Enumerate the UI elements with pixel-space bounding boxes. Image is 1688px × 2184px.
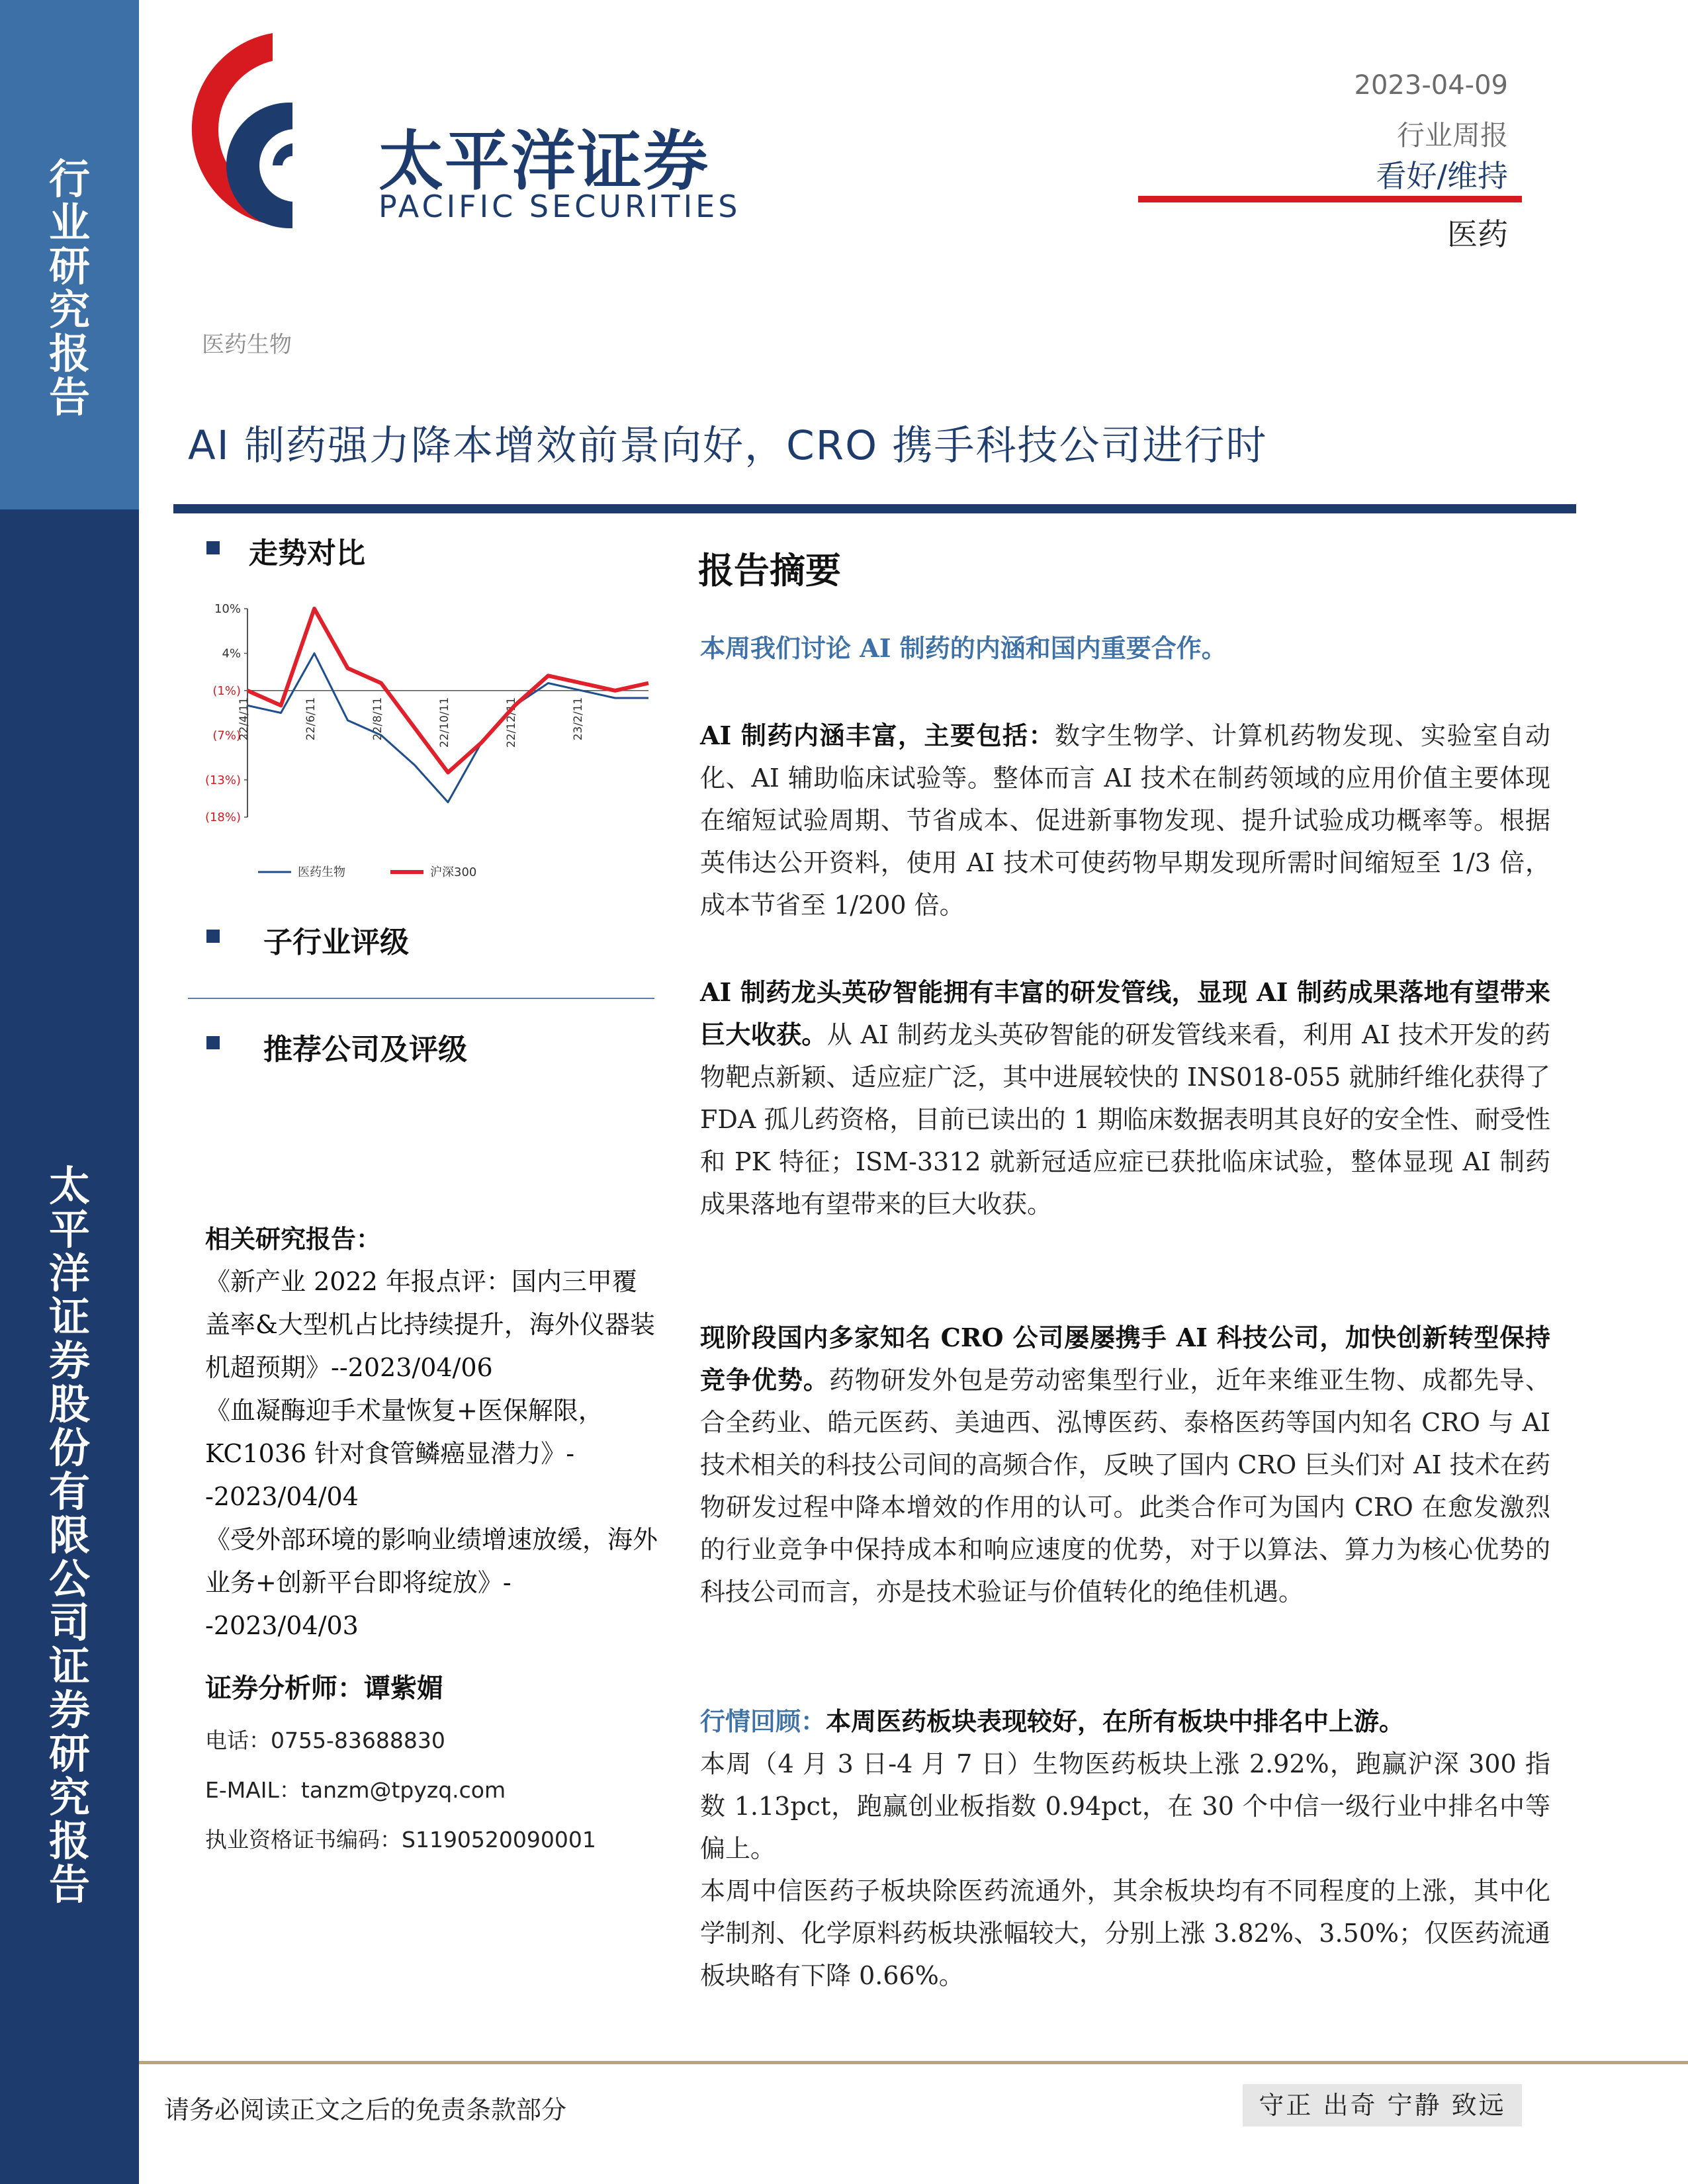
y-tick-label: (18%) — [204, 810, 241, 824]
sidebar-char: 研 — [48, 1729, 90, 1778]
rating-underline — [1138, 196, 1522, 202]
sidebar-char: 证 — [48, 1642, 90, 1690]
category-label: 医药生物 — [202, 331, 292, 358]
trend-comparison-title: 走势对比 — [249, 537, 365, 570]
title-divider — [173, 504, 1576, 513]
analyst-phone: 电话：0755-83688830 — [205, 1727, 445, 1753]
pacific-securities-logo — [173, 26, 292, 278]
sidebar-char: 券 — [48, 1686, 90, 1734]
sidebar-report-type-text — [0, 157, 139, 419]
summary-title: 报告摘要 — [698, 549, 841, 591]
sidebar-char: 洋 — [48, 1249, 90, 1297]
sidebar-char: 司 — [48, 1598, 90, 1647]
sub-industry-rating-title: 子行业评级 — [263, 926, 409, 959]
sidebar-char: 平 — [48, 1205, 90, 1254]
y-tick-label: 4% — [222, 646, 241, 661]
section-bullet — [206, 541, 220, 554]
x-tick-label: 22/4/11 — [238, 697, 251, 741]
sidebar-char: 究 — [48, 1773, 90, 1821]
sidebar-char: 行 — [48, 155, 90, 203]
company-motto: 守正 出奇 宁静 致远 — [1243, 2084, 1522, 2126]
summary-paragraph — [700, 1317, 1550, 1613]
related-report-link[interactable]: 《受外部环境的影响业绩增速放缓，海外业务+创新平台即将绽放》--2023/04/03 — [205, 1525, 658, 1640]
report-title: AI 制药强力降本增效前景向好，CRO 携手科技公司进行时 — [188, 422, 1268, 469]
sidebar-char: 份 — [48, 1424, 90, 1472]
sidebar-top-band — [0, 0, 139, 509]
y-tick-label: 10% — [214, 602, 241, 616]
paragraph-body: 药物研发外包是劳动密集型行业，近年来维亚生物、成都先导、合全药业、皓元医药、美迪西、泓博医药、泰格医药等国内知名 CRO 与 AI 技术相关的科技公司间的高频合作，反映了国内 CRO 巨头们对 AI 技术在药物研发过程中降本增效的作用的认可。此类合作可为国内 CRO 在愈发激烈的行业竞争中保持成本和响应速度的优势，对于以算法、算力为核心优势的科技公司而言，亦是技术验证与价值转化的绝佳机遇。 — [700, 1366, 1550, 1606]
sidebar-company-text — [0, 1164, 139, 1907]
sidebar-char: 限 — [48, 1511, 90, 1559]
industry-rating: 看好/维持 — [1376, 158, 1508, 194]
paragraph-body: 本周（4 月 3 日-4 月 7 日）生物医药板块上涨 2.92%，跑赢沪深 300 指数 1.13pct，跑赢创业板指数 0.94pct，在 30 个中信一级行业中排名中等偏上。 — [700, 1749, 1550, 1863]
sidebar-char: 告 — [48, 1860, 90, 1909]
sidebar — [0, 0, 139, 2184]
legend-label: 沪深300 — [430, 865, 477, 879]
summary-intro: 本周我们讨论 AI 制药的内涵和国内重要合作。 — [700, 633, 1227, 663]
y-tick-label: (13%) — [204, 773, 241, 787]
report-type: 行业周报 — [1396, 119, 1508, 152]
sidebar-char: 证 — [48, 1293, 90, 1341]
x-tick-label: 22/10/11 — [438, 697, 451, 748]
summary-paragraph: 本周中信医药子板块除医药流通外，其余板块均有不同程度的上涨，其中化学制剂、化学原料药板块涨幅较大，分别上涨 3.82%、3.50%；仅医药流通板块略有下降 0.66%。 — [700, 1876, 1550, 1990]
brand-name-cn: 太平洋证券 — [378, 124, 710, 199]
legend-label: 医药生物 — [298, 865, 345, 879]
related-report-link[interactable]: 《血凝酶迎手术量恢复+医保解限，KC1036 针对食管鳞癌显潜力》--2023/04/04 — [205, 1396, 603, 1511]
related-reports — [205, 1217, 662, 1647]
recommended-companies-title: 推荐公司及评级 — [263, 1033, 467, 1067]
market-review-paragraph — [700, 1700, 1550, 1870]
sector-label: 医药 — [1447, 216, 1508, 252]
footer-divider — [139, 2061, 1688, 2064]
x-tick-label: 22/6/11 — [304, 697, 318, 741]
y-tick-label: (1%) — [212, 683, 241, 698]
x-tick-label: 22/8/11 — [371, 697, 384, 741]
analyst-license: 执业资格证书编码：S1190520090001 — [205, 1827, 596, 1853]
sidebar-char: 报 — [48, 329, 90, 378]
sidebar-char: 告 — [48, 373, 90, 421]
paragraph-body: 从 AI 制药龙头英矽智能的研发管线来看，利用 AI 技术开发的药物靶点新颖、适应症广泛，其中进展较快的 INS018-055 就肺纤维化获得了 FDA 孤儿药资格，目前已读出的 1 期临床数据表明其良好的安全性、耐受性和 PK 特征；ISM-3312 就新冠适应症已获批临床试验，整体显现 AI 制药成果落地有望带来的巨大收获。 — [700, 1020, 1550, 1219]
paragraph-body: 数字生物学、计算机药物发现、实验室自动化、AI 辅助临床试验等。整体而言 AI 技术在制药领域的应用价值主要体现在缩短试验周期、节省成本、促进新事物发现、提升试验成功概率等。根据英伟达公开资料，使用 AI 技术可使药物早期发现所需时间缩短至 1/3 倍，成本节省至 1/200 倍。 — [700, 721, 1550, 920]
sidebar-char: 报 — [48, 1817, 90, 1865]
report-date: 2023-04-09 — [1354, 70, 1508, 101]
summary-paragraph — [700, 971, 1550, 1225]
y-tick-label: (7%) — [212, 728, 241, 743]
brand-name-en: PACIFIC SECURITIES — [378, 189, 741, 224]
sidebar-char: 公 — [48, 1555, 90, 1603]
market-review-label: 行情回顾： — [700, 1706, 826, 1736]
sidebar-char: 股 — [48, 1380, 90, 1428]
paragraph-lead: 本周医药板块表现较好，在所有板块中排名中上游。 — [826, 1706, 1405, 1736]
sidebar-char: 业 — [48, 198, 90, 247]
related-reports-label: 相关研究报告： — [205, 1224, 382, 1254]
sidebar-char: 券 — [48, 1336, 90, 1385]
sidebar-char: 太 — [48, 1162, 90, 1210]
analyst-name: 证券分析师：谭紫媚 — [205, 1673, 443, 1704]
summary-paragraph — [700, 715, 1550, 926]
paragraph-lead: AI 制药内涵丰富，主要包括： — [700, 721, 1055, 750]
paragraph-lead: AI 制药龙头英矽智能拥有丰富的研发管线，显现 AI 制药成果落地有望带来巨大收获。 — [700, 977, 1550, 1049]
sub-industry-divider — [188, 998, 654, 999]
section-bullet — [206, 930, 220, 943]
section-bullet — [206, 1036, 220, 1049]
related-report-link[interactable]: 《新产业 2022 年报点评：国内三甲覆盖率&大型机占比持续提升，海外仪器装机超预期》--2023/04/06 — [205, 1267, 655, 1382]
x-tick-label: 22/12/11 — [505, 697, 518, 748]
disclaimer-note: 请务必阅读正文之后的免责条款部分 — [164, 2095, 567, 2124]
analyst-email[interactable]: E-MAIL：tanzm@tpyzq.com — [205, 1777, 506, 1803]
trend-chart — [192, 589, 662, 893]
sidebar-char: 研 — [48, 242, 90, 290]
sidebar-char: 有 — [48, 1467, 90, 1516]
x-tick-label: 23/2/11 — [572, 697, 585, 741]
trend-chart-svg — [192, 589, 662, 893]
paragraph-lead: 现阶段国内多家知名 CRO 公司屡屡携手 AI 科技公司，加快创新转型保持竞争优势。 — [700, 1323, 1550, 1395]
sidebar-char: 究 — [48, 286, 90, 334]
sidebar-bottom-band — [0, 509, 139, 2184]
